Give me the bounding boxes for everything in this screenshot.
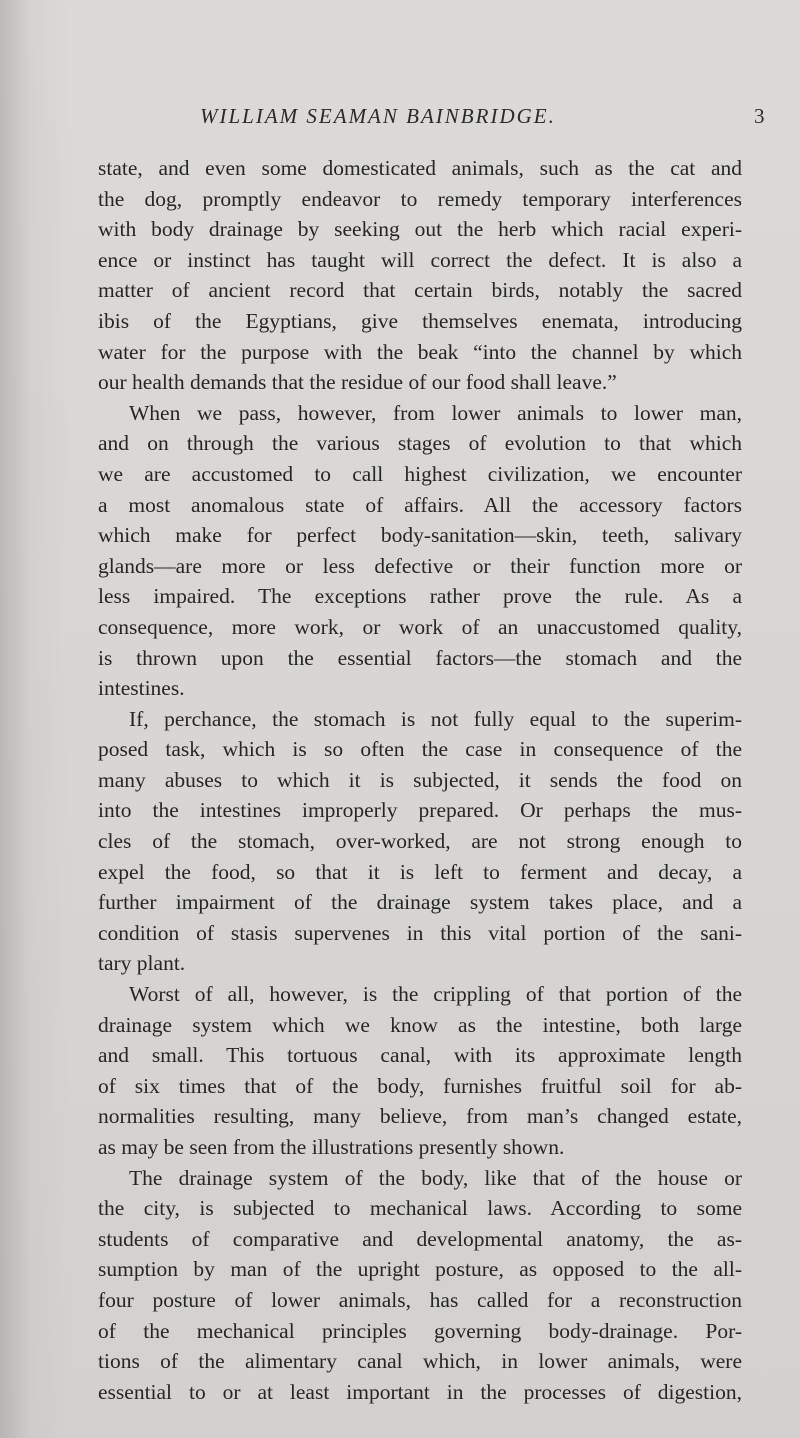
text-line: further impairment of the drainage system takes place, and a	[98, 890, 742, 915]
text-line: of the mechanical principles governing body-drainage. Por-	[98, 1318, 742, 1343]
text-line: we are accustomed to call highest civilization, we encounter	[98, 461, 742, 486]
text-line: a most anomalous state of affairs. All the accessory factors	[98, 492, 742, 517]
text-line: The drainage system of the body, like that of the house or	[129, 1165, 742, 1190]
page-number: 3	[754, 104, 765, 128]
text-line: and small. This tortuous canal, with its approximate length	[98, 1043, 742, 1068]
text-line: sumption by man of the upright posture, as opposed to the all-	[98, 1257, 742, 1282]
text-line: and on through the various stages of evolution to that which	[98, 431, 742, 456]
running-head	[0, 104, 800, 134]
text-line: intestines.	[98, 676, 185, 701]
text-line: state, and even some domesticated animals, such as the cat and	[98, 156, 742, 180]
text-line: matter of ancient record that certain birds, notably the sacred	[98, 278, 742, 303]
text-line: the city, is subjected to mechanical laws. According to some	[98, 1196, 742, 1221]
text-line: less impaired. The exceptions rather prove the rule. As a	[98, 584, 742, 609]
running-title: WILLIAM SEAMAN BAINBRIDGE.	[200, 104, 556, 128]
text-line: When we pass, however, from lower animals to lower man,	[129, 400, 742, 425]
text-line: our health demands that the residue of our food shall leave.”	[98, 370, 617, 395]
text-line: with body drainage by seeking out the herb which racial experi-	[98, 217, 742, 242]
text-line: tary plant.	[98, 951, 186, 976]
text-line: the dog, promptly endeavor to remedy temporary interferences	[98, 186, 742, 211]
text-line: as may be seen from the illustrations presently shown.	[98, 1135, 565, 1159]
text-line: which make for perfect body-sanitation—skin, teeth, salivary	[98, 523, 742, 548]
text-line: essential to or at least important in the processes of digestion,	[98, 1379, 742, 1404]
text-line: expel the food, so that it is left to ferment and decay, a	[98, 859, 742, 884]
text-line: tions of the alimentary canal which, in lower animals, were	[98, 1349, 742, 1374]
text-line: water for the purpose with the beak “into the channel by which	[98, 339, 742, 364]
text-line: of six times that of the body, furnishes fruitful soil for ab-	[98, 1073, 742, 1098]
text-line: many abuses to which it is subjected, it sends the food on	[98, 767, 742, 792]
text-line: is thrown upon the essential factors—the stomach and the	[98, 645, 742, 670]
text-line: ibis of the Egyptians, give themselves enemata, introducing	[98, 308, 742, 333]
text-line: cles of the stomach, over-worked, are not strong enough to	[98, 829, 742, 854]
text-line: consequence, more work, or work of an unaccustomed quality,	[98, 614, 742, 639]
text-line: condition of stasis supervenes in this vital portion of the sani-	[98, 920, 742, 945]
text-line: normalities resulting, many believe, from man’s changed estate,	[98, 1104, 742, 1129]
body-text	[98, 153, 742, 1407]
text-line: glands—are more or less defective or their function more or	[98, 553, 742, 578]
text-line: Worst of all, however, is the crippling of that portion of the	[129, 982, 742, 1007]
text-line: posed task, which is so often the case in consequence of the	[98, 737, 742, 762]
text-line: ence or instinct has taught will correct the defect. It is also a	[98, 247, 742, 272]
text-line: drainage system which we know as the intestine, both large	[98, 1012, 742, 1037]
text-line: four posture of lower animals, has called for a reconstruction	[98, 1287, 742, 1312]
text-line: students of comparative and developmental anatomy, the as-	[98, 1226, 742, 1251]
text-line: into the intestines improperly prepared. Or perhaps the mus-	[98, 798, 742, 823]
text-line: If, perchance, the stomach is not fully equal to the superim-	[129, 706, 742, 731]
